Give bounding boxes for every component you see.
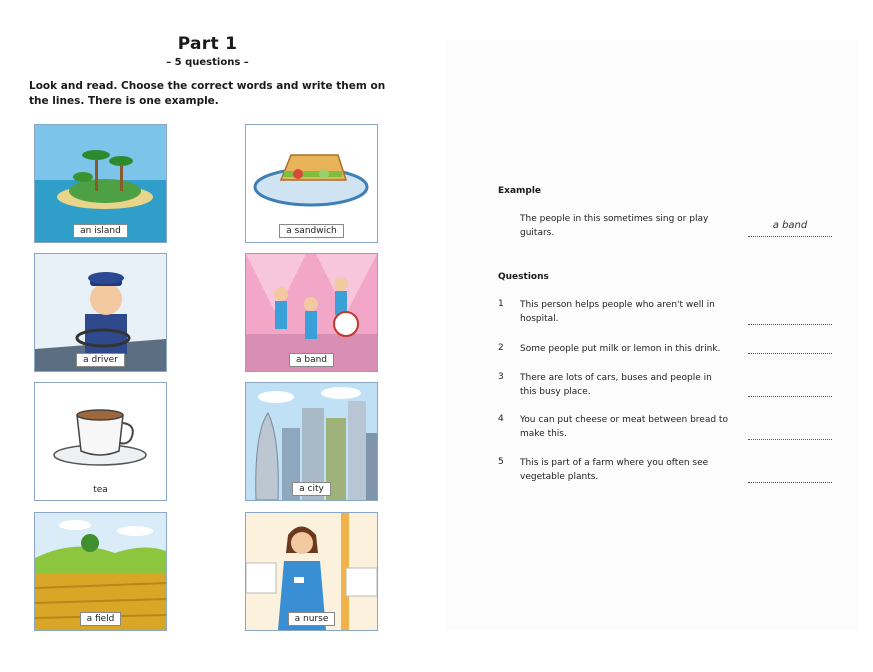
picture-field	[34, 512, 167, 631]
example-answer: a band	[772, 220, 808, 231]
question-number: 5	[498, 457, 504, 467]
answer-line-5[interactable]	[748, 472, 832, 483]
picture-label: a band	[289, 353, 334, 367]
question-text: There are lots of cars, buses and people in this busy place.	[520, 373, 712, 397]
picture-label: a field	[80, 612, 122, 626]
picture-tea	[34, 382, 167, 501]
left-page	[0, 0, 430, 672]
question-number: 2	[498, 343, 504, 353]
answer-line-4[interactable]	[748, 429, 832, 440]
right-page	[446, 40, 858, 630]
picture-label: a nurse	[288, 612, 336, 626]
picture-island	[34, 124, 167, 243]
question-text: You can put cheese or meat between bread to make this.	[520, 415, 728, 439]
question-text: Some people put milk or lemon in this drink.	[520, 344, 721, 354]
question-text: This is part of a farm where you often see vegetable plants.	[520, 458, 709, 482]
questions-heading: Questions	[498, 272, 549, 282]
picture-band	[245, 253, 378, 372]
page-subtitle: – 5 questions –	[166, 57, 249, 68]
picture-nurse	[245, 512, 378, 631]
question-text: This person helps people who aren't well in hospital.	[520, 300, 715, 324]
picture-label: tea	[87, 484, 114, 496]
example-text: The people in this sometimes sing or play guitars.	[520, 214, 709, 238]
page-title: Part 1	[177, 34, 238, 54]
answer-line-2[interactable]	[748, 343, 832, 354]
answer-line-3[interactable]	[748, 386, 832, 397]
picture-label: a sandwich	[279, 224, 344, 238]
answer-line-1[interactable]	[748, 314, 832, 325]
instructions: Look and read. Choose the correct words and write them on the lines. There is one example.	[29, 80, 386, 107]
picture-label: an island	[73, 224, 128, 238]
question-number: 1	[498, 299, 504, 309]
picture-city	[245, 382, 378, 501]
example-answer-line	[748, 226, 832, 237]
question-number: 4	[498, 414, 504, 424]
question-number: 3	[498, 372, 504, 382]
example-heading: Example	[498, 186, 542, 196]
picture-sandwich	[245, 124, 378, 243]
picture-driver	[34, 253, 167, 372]
picture-label: a city	[292, 482, 331, 496]
picture-label: a driver	[76, 353, 125, 367]
